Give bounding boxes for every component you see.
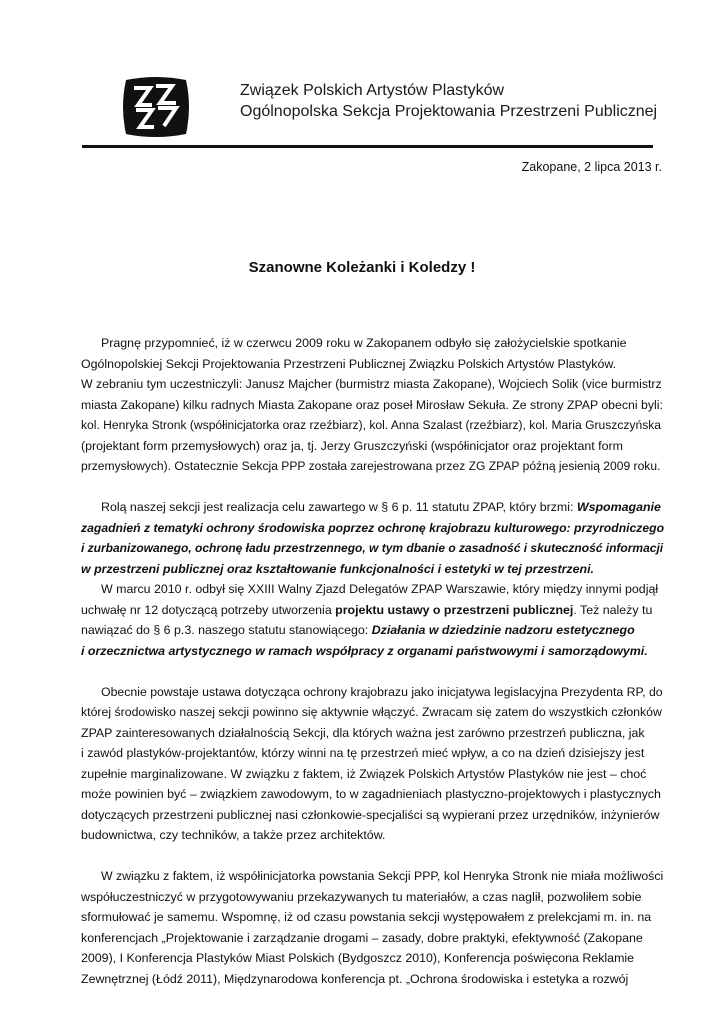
text-line: W marcu 2010 r. odbył się XXIII Walny Zjazd Delegatów ZPAP Warszawie, który między innymi podjął bbox=[101, 582, 659, 596]
text-line bbox=[81, 600, 664, 621]
text-run: nawiązać do § 6 p.3. naszego statutu stanowiącego: bbox=[81, 623, 372, 637]
paragraph-3 bbox=[81, 682, 664, 846]
text-line: konferencjach „Projektowanie i zarządzanie drogami – zasady, dobre praktyki, efektywność (Zakopane bbox=[81, 930, 643, 945]
letter-date: Zakopane, 2 lipca 2013 r. bbox=[521, 160, 662, 174]
text-line: może powinien być – związkiem zawodowym, to w zagadnieniach plastyczno-projektowych i plastycznych bbox=[81, 787, 661, 801]
text-line: której środowisko naszej sekcji powinno się aktywnie włączyć. Zwracam się zatem do wszystkich członków bbox=[81, 705, 662, 719]
letter-body bbox=[81, 333, 664, 1010]
text-line: przemysłowych). Ostatecznie Sekcja PPP została zarejestrowana przez ZG ZPAP późną jesienią 2009 roku. bbox=[81, 459, 661, 473]
statute-quote-line: w przestrzeni publicznej oraz kształtowanie funkcjonalności i estetyki w tej przestrzeni. bbox=[81, 561, 594, 576]
text-line: 2009), I Konferencja Plastyków Miast Polskich (Bydgoszcz 2010), Konferencja poświęcona Reklamie bbox=[81, 951, 635, 965]
text-line: Pragnę przypomnieć, iż w czerwcu 2009 roku w Zakopanem odbyło się założycielskie spotkanie bbox=[101, 336, 627, 350]
salutation: Szanowne Koleżanki i Koledzy ! bbox=[248, 259, 476, 276]
text-line: Ogólnopolskiej Sekcji Projektowania Przestrzeni Publicznej Związku Polskich Artystów Plastyków. bbox=[81, 356, 617, 371]
text-line: i zawód plastyków-projektantów, którzy winni na tę przestrzeń mieć wpływ, a co na dzień dzisiejszy jest bbox=[81, 746, 645, 760]
zpap-logo-icon bbox=[120, 74, 192, 140]
text-line: Obecnie powstaje ustawa dotycząca ochrony krajobrazu jako inicjatywa legislacyjna Prezydenta RP, do bbox=[101, 684, 663, 699]
organization-header bbox=[240, 80, 657, 122]
text-run: Rolą naszej sekcji jest realizacja celu zawartego w § 6 p. 11 statutu ZPAP, który brzmi: bbox=[101, 500, 577, 514]
text-run: . Też należy tu bbox=[573, 602, 653, 617]
text-line: Zewnętrznej (Łódź 2011), Międzynarodowa konferencja pt. „Ochrona środowiska i estetyka a rozwój bbox=[81, 971, 629, 986]
paragraph-1 bbox=[81, 333, 664, 477]
text-line: sformułować je samemu. Wspomnę, iż od czasu powstania sekcji występowałem z prelekcjami m. in. na bbox=[81, 910, 652, 924]
text-line: budownictwa, czy techników, a także przez architektów. bbox=[81, 828, 386, 842]
text-line: W zebraniu tym uczestniczyli: Janusz Majcher (burmistrz miasta Zakopane), Wojciech Solik (vice burmistrz bbox=[81, 377, 662, 391]
statute-quote-line: i zurbanizowanego, ochronę ładu przestrzennego, w tym dbanie o zasadność i skuteczność informacji bbox=[81, 541, 664, 555]
text-line: (projektant form przemysłowych) oraz ja, tj. Jerzy Gruszczyński (współinicjator oraz projektant form bbox=[81, 438, 623, 453]
text-line: kol. Henryka Stronk (współinicjatorka oraz rzeźbiarz), kol. Anna Szalast (rzeźbiarz), kol. Maria Gruszczyńska bbox=[81, 418, 662, 432]
statute-quote-line: zagadnień z tematyki ochrony środowiska poprzez ochronę krajobrazu kulturowego: przyrodniczego bbox=[81, 520, 665, 535]
quote-run: Działania w dziedzinie nadzoru estetycznego bbox=[371, 623, 635, 637]
statute-quote-line: i orzecznictwa artystycznego w ramach współpracy z organami państwowymi i samorządowymi. bbox=[81, 643, 648, 658]
paragraph-4 bbox=[81, 866, 664, 989]
text-line bbox=[81, 497, 664, 518]
text-line: dotyczących przestrzeni publicznej nasi członkowie-specjaliści są wypierani przez urzędników, inżynierów bbox=[81, 807, 660, 822]
text-line: miasta Zakopane) kilku radnych Miasta Zakopane oraz poseł Mirosław Sekuła. Ze strony ZPAP obecni byli: bbox=[81, 397, 663, 412]
org-section-name: Ogólnopolska Sekcja Projektowania Przestrzeni Publicznej bbox=[240, 103, 658, 120]
header-divider bbox=[82, 145, 653, 148]
text-line: współuczestniczyć w przygotowywaniu przekazywanych tu materiałów, a czas naglił, pozwoliłem sobie bbox=[81, 889, 642, 904]
text-line bbox=[81, 620, 664, 641]
text-run: uchwałę nr 12 dotyczącą potrzeby utworzenia bbox=[81, 602, 336, 617]
bold-run: projektu ustawy o przestrzeni publicznej bbox=[335, 602, 574, 617]
text-line: zupełnie marginalizowane. W związku z faktem, iż Związek Polskich Artystów Plastyków nie jest – choć bbox=[81, 766, 647, 781]
quote-run: Wspomaganie bbox=[576, 500, 661, 514]
org-name: Związek Polskich Artystów Plastyków bbox=[240, 82, 505, 99]
paragraph-2 bbox=[81, 497, 664, 661]
text-line: ZPAP zainteresowanych działalnością Sekcji, dla których ważna jest zarówno przestrzeń publiczna, jak bbox=[81, 725, 645, 740]
text-line: W związku z faktem, iż współinicjatorka powstania Sekcji PPP, kol Henryka Stronk nie miała możliwości bbox=[101, 869, 664, 883]
